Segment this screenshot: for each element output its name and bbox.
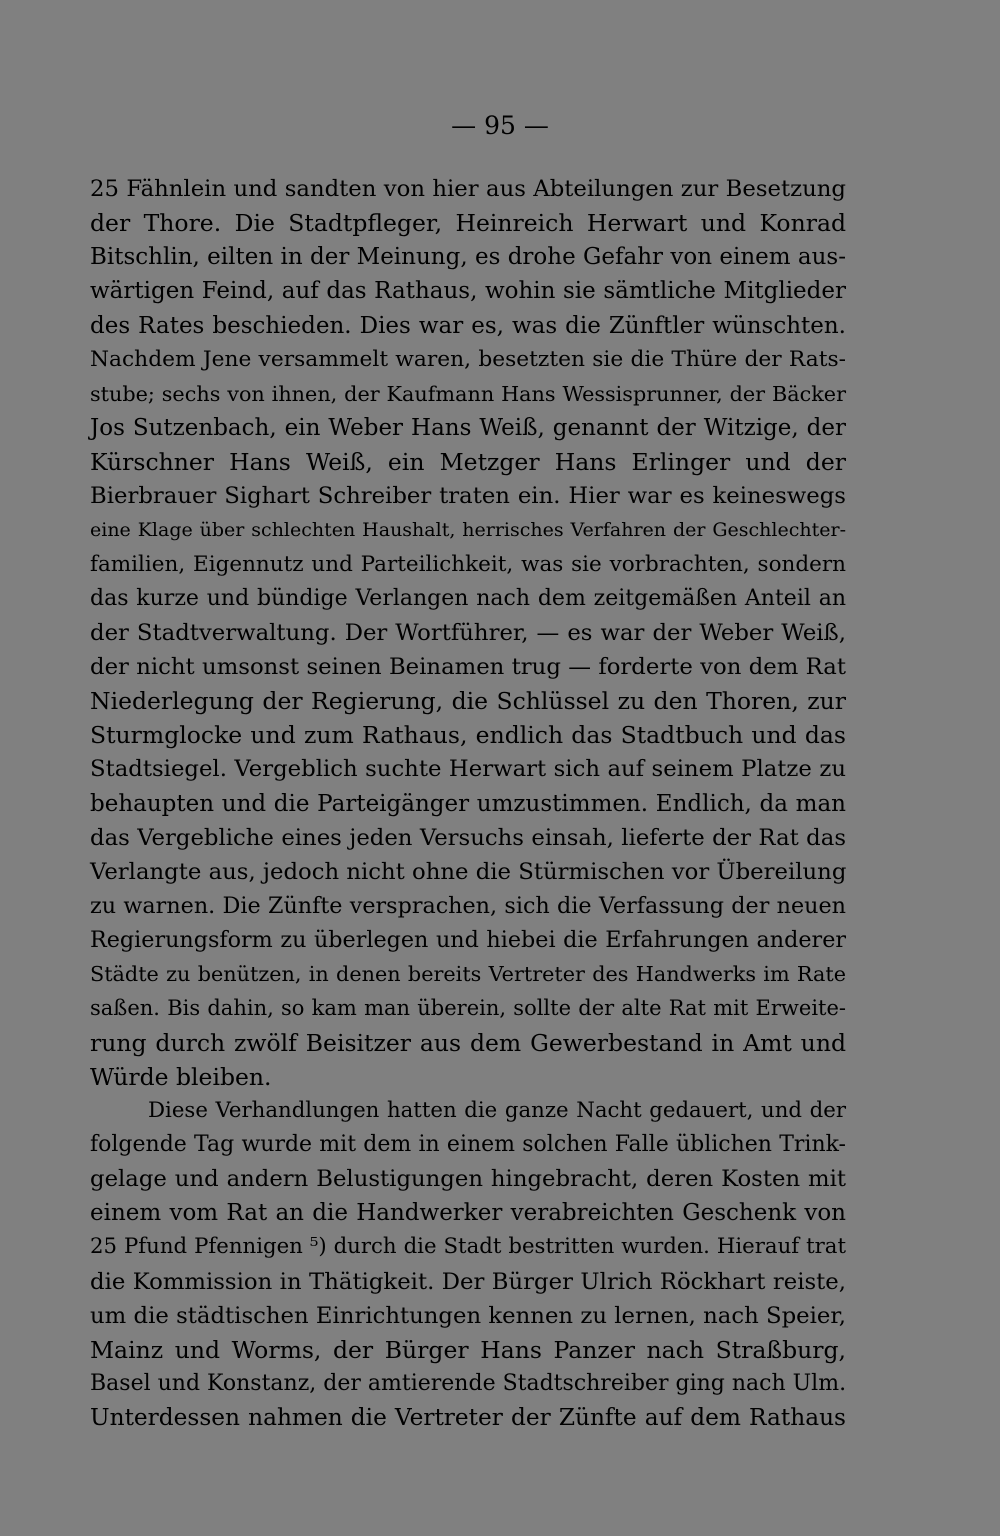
text-line: 25 Fähnlein und sandten von hier aus Abteilungen zur Besetzung	[90, 176, 846, 202]
text-line: saßen. Bis dahin, so kam man überein, sollte der alte Rat mit Erweite-	[90, 996, 846, 1021]
text-line: folgende Tag wurde mit dem in einem solchen Falle üblichen Trink-	[90, 1131, 846, 1157]
page-number: — 95 —	[451, 111, 549, 140]
text-line: Diese Verhandlungen hatten die ganze Nacht gedauert, und der	[148, 1097, 846, 1123]
text-line: rung durch zwölf Beisitzer aus dem Gewerbestand in Amt und	[90, 1028, 846, 1057]
text-line: 25 Pfund Pfennigen ⁵) durch die Stadt bestritten wurden. Hierauf trat	[90, 1234, 846, 1260]
text-line: gelage und andern Belustigungen hingebracht, deren Kosten mit	[90, 1166, 846, 1193]
text-line: die Kommission in Thätigkeit. Der Bürger Ulrich Röckhart reiste,	[90, 1268, 846, 1295]
text-line: wärtigen Feind, auf das Rathaus, wohin sie sämtliche Mitglieder	[90, 278, 846, 305]
text-line: Verlangte aus, jedoch nicht ohne die Stürmischen vor Übereilung	[90, 858, 847, 885]
text-line: behaupten und die Parteigänger umzustimmen. Endlich, da man	[90, 790, 846, 817]
text-line: der Thore. Die Stadtpfleger, Heinreich Herwart und Konrad	[90, 209, 846, 238]
text-line: des Rates beschieden. Dies war es, was die Zünftler wünschten.	[90, 312, 846, 339]
text-line: das kurze und bündige Verlangen nach dem zeitgemäßen Anteil an	[90, 585, 846, 611]
body-text	[90, 172, 846, 1435]
text-line: der nicht umsonst seinen Beinamen trug — forderte von dem Rat	[90, 653, 846, 680]
text-line: stube; sechs von ihnen, der Kaufmann Hans Wessisprunner, der Bäcker	[90, 381, 846, 406]
text-line: eine Klage über schlechten Haushalt, herrisches Verfahren der Geschlechter-	[90, 519, 846, 542]
text-line: Regierungsform zu überlegen und hiebei die Erfahrungen anderer	[90, 927, 846, 954]
text-line: um die städtischen Einrichtungen kennen zu lernen, nach Speier,	[90, 1302, 846, 1329]
text-line: Bierbrauer Sighart Schreiber traten ein. Hier war es keineswegs	[90, 483, 846, 510]
text-line: Niederlegung der Regierung, die Schlüssel zu den Thoren, zur	[90, 687, 846, 716]
text-line: Bitschlin, eilten in der Meinung, es drohe Gefahr von einem aus-	[90, 244, 846, 271]
text-line: zu warnen. Die Zünfte versprachen, sich die Verfassung der neuen	[90, 892, 846, 919]
text-line: Stadtsiegel. Vergeblich suchte Herwart sich auf seinem Platze zu	[90, 756, 846, 783]
text-line: Mainz und Worms, der Bürger Hans Panzer nach Straßburg,	[90, 1335, 846, 1364]
text-line: einem vom Rat an die Handwerker verabreichten Geschenk von	[90, 1200, 846, 1227]
text-line: Nachdem Jene versammelt waren, besetzten sie die Thüre der Rats-	[90, 346, 846, 372]
text-line: Unterdessen nahmen die Vertreter der Zünfte auf dem Rathaus	[90, 1404, 846, 1432]
text-line: der Stadtverwaltung. Der Wortführer, — es war der Weber Weiß,	[90, 619, 846, 646]
text-line: Jos Sutzenbach, ein Weber Hans Weiß, genannt der Witzige, der	[90, 414, 846, 441]
text-line: Sturmglocke und zum Rathaus, endlich das Stadtbuch und das	[90, 721, 846, 750]
text-line: familien, Eigennutz und Parteilichkeit, was sie vorbrachten, sondern	[90, 551, 846, 577]
text-line: Städte zu benützen, in denen bereits Vertreter des Handwerks im Rate	[90, 962, 846, 987]
text-line: Würde bleiben.	[90, 1062, 272, 1091]
text-line: Basel und Konstanz, der amtierende Stadtschreiber ging nach Ulm.	[90, 1370, 847, 1396]
text-line: Kürschner Hans Weiß, ein Metzger Hans Erlinger und der	[90, 448, 846, 477]
text-line: das Vergebliche eines jeden Versuchs einsah, lieferte der Rat das	[90, 824, 846, 851]
